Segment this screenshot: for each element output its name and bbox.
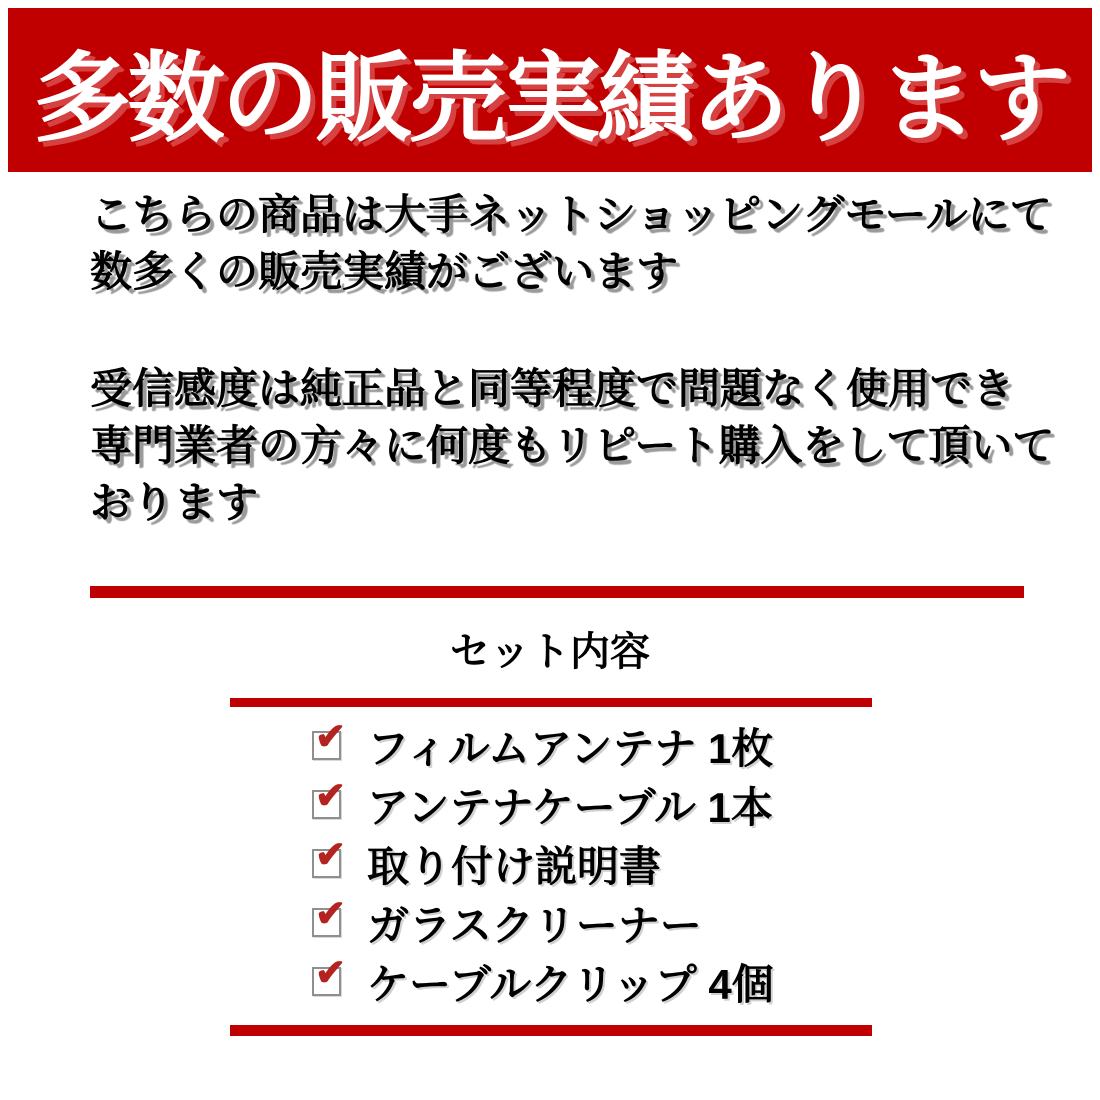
checkmark-icon: ✔ xyxy=(315,834,347,875)
section-divider xyxy=(90,586,1024,598)
set-bottom-rule xyxy=(230,1025,872,1036)
body-line-3: おります xyxy=(90,479,259,526)
intro-paragraph xyxy=(90,186,1052,300)
list-item xyxy=(312,775,912,834)
list-item xyxy=(312,893,912,952)
list-item xyxy=(312,716,912,775)
body-line-2: 専門業者の方々に何度もリピート購入をして頂いて xyxy=(90,422,1055,469)
checkmark-icon: ✔ xyxy=(315,716,347,757)
list-item-label: フィルムアンテナ 1枚 xyxy=(367,724,774,772)
list-item-label: 取り付け説明書 xyxy=(367,842,662,890)
intro-line-1: こちらの商品は大手ネットショッピングモールにて xyxy=(90,191,1052,238)
checkmark-icon: ✔ xyxy=(315,893,347,934)
checked-checkbox xyxy=(312,716,347,760)
list-item-label: アンテナケーブル 1本 xyxy=(367,783,773,831)
title-banner-text: 多数の販売実績あります xyxy=(32,42,1067,153)
list-item-label: ケーブルクリップ 4個 xyxy=(367,960,774,1008)
checked-checkbox xyxy=(312,893,347,937)
checked-checkbox xyxy=(312,775,347,819)
set-contents-list xyxy=(312,716,912,1011)
body-line-1: 受信感度は純正品と同等程度で問題なく使用でき xyxy=(90,365,1015,412)
checkmark-icon: ✔ xyxy=(315,775,347,816)
set-contents-heading: セット内容 xyxy=(450,630,650,674)
checked-checkbox xyxy=(312,952,347,996)
list-item xyxy=(312,834,912,893)
intro-line-2: 数多くの販売実績がございます xyxy=(90,248,679,295)
set-heading-underline xyxy=(230,698,872,707)
list-item xyxy=(312,952,912,1011)
checked-checkbox xyxy=(312,834,347,878)
body-paragraph xyxy=(90,360,1054,531)
list-item-label: ガラスクリーナー xyxy=(367,901,702,949)
checkmark-icon: ✔ xyxy=(315,952,347,993)
title-banner xyxy=(8,8,1092,172)
